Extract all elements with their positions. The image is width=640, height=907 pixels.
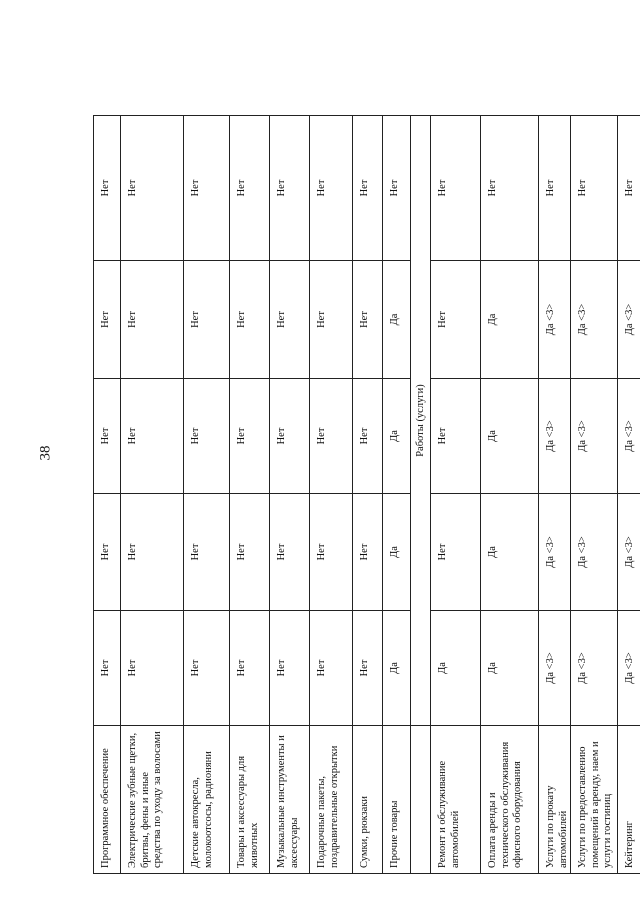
cell-value: Да <3> <box>618 379 640 494</box>
row-label: Электрические зубные щетки, бритвы, фены и иные средства по уходу за волосами <box>121 726 184 874</box>
cell-value: Нет <box>481 116 539 261</box>
cell-value: Да <3> <box>571 611 618 726</box>
cell-value: Нет <box>94 116 121 261</box>
table-row <box>383 116 411 874</box>
cell-value: Нет <box>310 379 353 494</box>
cell-value: Нет <box>121 261 184 379</box>
section-header: Работы (услуги) <box>411 116 431 726</box>
cell-value: Да <3> <box>571 494 618 611</box>
row-label: Услуги по прокату автомобилей <box>539 726 571 874</box>
cell-value: Нет <box>184 261 230 379</box>
cell-value: Да <3> <box>618 494 640 611</box>
section-header-row <box>411 116 431 874</box>
page-number: 38 <box>37 445 54 461</box>
row-label: Ремонт и обслуживание автомобилей <box>431 726 481 874</box>
row-label: Музыкальные инструменты и аксессуары <box>270 726 310 874</box>
table-row <box>571 116 618 874</box>
table-row <box>539 116 571 874</box>
cell-value: Да <box>383 494 411 611</box>
cell-value: Нет <box>431 261 481 379</box>
row-label: Услуги по предоставлению помещений в аренду, наем и услуги гостиниц <box>571 726 618 874</box>
cell-value: Нет <box>121 116 184 261</box>
table-row <box>230 116 270 874</box>
cell-value: Да <box>383 261 411 379</box>
cell-value: Нет <box>270 116 310 261</box>
table-row <box>270 116 310 874</box>
cell-value: Нет <box>539 116 571 261</box>
cell-value: Нет <box>230 261 270 379</box>
cell-value: Нет <box>230 611 270 726</box>
cell-value: Нет <box>94 261 121 379</box>
cell-value: Да <box>431 611 481 726</box>
cell-value: Да <3> <box>539 379 571 494</box>
cell-value: Да <box>383 611 411 726</box>
row-label: Сумки, рюкзаки <box>353 726 383 874</box>
cell-value: Да <3> <box>539 494 571 611</box>
cell-value: Нет <box>230 494 270 611</box>
row-label: Детские автокресла, молокоотсосы, радионяни <box>184 726 230 874</box>
cell-value: Нет <box>618 116 640 261</box>
cell-value: Да <box>481 611 539 726</box>
cell-value: Нет <box>270 611 310 726</box>
table-row <box>94 116 121 874</box>
cell-value: Нет <box>431 379 481 494</box>
cell-value: Нет <box>310 116 353 261</box>
table-row <box>618 116 640 874</box>
cell-value: Нет <box>184 611 230 726</box>
cell-value: Да <3> <box>571 379 618 494</box>
cell-value: Нет <box>94 379 121 494</box>
cell-value: Нет <box>270 261 310 379</box>
cell-value: Нет <box>230 116 270 261</box>
cell-value: Нет <box>121 379 184 494</box>
cell-value: Нет <box>121 494 184 611</box>
cell-value: Да <3> <box>571 261 618 379</box>
cell-value: Нет <box>310 261 353 379</box>
row-label: Кейтеринг <box>618 726 640 874</box>
cell-value: Нет <box>353 611 383 726</box>
row-label: Товары и аксессуары для животных <box>230 726 270 874</box>
cell-value: Нет <box>230 379 270 494</box>
cell-value: Нет <box>270 494 310 611</box>
cell-value: Да <3> <box>618 611 640 726</box>
cell-value: Нет <box>121 611 184 726</box>
cell-value: Нет <box>184 379 230 494</box>
cell-value: Нет <box>383 116 411 261</box>
cell-value: Нет <box>571 116 618 261</box>
row-label: Подарочные пакеты, поздравительные открытки <box>310 726 353 874</box>
cell-value: Нет <box>353 116 383 261</box>
cell-value: Нет <box>310 494 353 611</box>
document-table <box>93 115 640 874</box>
table-row <box>353 116 383 874</box>
section-header-empty-cell <box>411 726 431 874</box>
table-row <box>310 116 353 874</box>
cell-value: Нет <box>353 494 383 611</box>
cell-value: Нет <box>310 611 353 726</box>
cell-value: Нет <box>184 494 230 611</box>
row-label: Программное обеспечение <box>94 726 121 874</box>
cell-value: Нет <box>270 379 310 494</box>
table-row <box>121 116 184 874</box>
cell-value: Нет <box>431 494 481 611</box>
cell-value: Нет <box>184 116 230 261</box>
cell-value: Да <3> <box>539 611 571 726</box>
cell-value: Да <box>383 379 411 494</box>
cell-value: Да <box>481 261 539 379</box>
cell-value: Нет <box>431 116 481 261</box>
cell-value: Да <box>481 494 539 611</box>
cell-value: Нет <box>94 611 121 726</box>
cell-value: Да <3> <box>539 261 571 379</box>
cell-value: Нет <box>353 379 383 494</box>
cell-value: Нет <box>94 494 121 611</box>
table-row <box>481 116 539 874</box>
cell-value: Да <box>481 379 539 494</box>
row-label: Прочие товары <box>383 726 411 874</box>
rotated-table-wrapper <box>93 116 636 874</box>
cell-value: Да <3> <box>618 261 640 379</box>
row-label: Оплата аренды и технического обслуживания офисного оборудования <box>481 726 539 874</box>
cell-value: Нет <box>353 261 383 379</box>
table-row <box>431 116 481 874</box>
table-row <box>184 116 230 874</box>
